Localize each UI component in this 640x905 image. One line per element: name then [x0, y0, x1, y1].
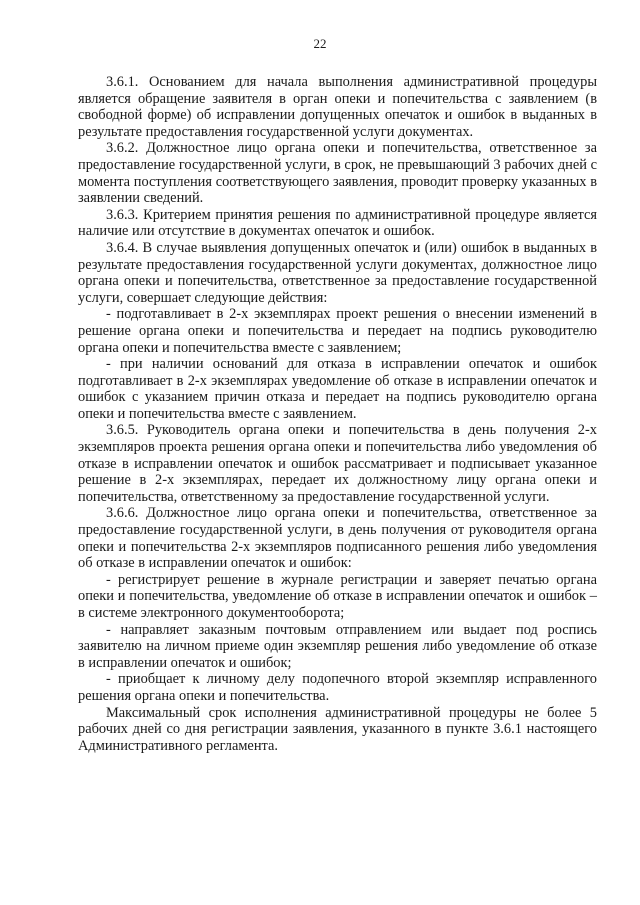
paragraph-3-6-2: 3.6.2. Должностное лицо органа опеки и попечительства, ответственное за предоставление государственной услуги, в срок, не превышающий 3 рабочих дней с момента поступления соответствующего заявления, проводит проверку указанных в заявлении сведений. — [78, 140, 597, 207]
paragraph-3-6-1: 3.6.1. Основанием для начала выполнения административной процедуры является обращение заявителя в орган опеки и попечительства с заявлением (в свободной форме) об исправлении допущенных опечаток и ошибок в выданных в результате предоставления государственной услуги документах. — [78, 74, 597, 140]
paragraph-3-6-4: 3.6.4. В случае выявления допущенных опечаток и (или) ошибок в выданных в результате предоставления государственной услуги документах, должностное лицо органа опеки и попечительства, ответственное за предоставление государственной услуги, совершает следующие действия: — [78, 239, 597, 306]
paragraph-3-6-3: 3.6.3. Критерием принятия решения по административной процедуре является наличие или отсутствие в документах опечаток и ошибок. — [78, 206, 597, 240]
paragraph-3-6-6: 3.6.6. Должностное лицо органа опеки и попечительства, ответственное за предоставление государственной услуги, в день получения от руководителя органа опеки и попечительства 2-х экземпляров подписанного решения либо уведомления об отказе в исправлении опечаток и ошибок: — [78, 505, 597, 572]
list-item: - при наличии оснований для отказа в исправлении опечаток и ошибок подготавливает в 2-х экземплярах уведомление об отказе в исправлении опечаток и ошибок с указанием причин отказа и передает на подпись руководителю органа опеки и попечительства вместе с заявлением. — [78, 356, 597, 422]
document-body — [78, 74, 597, 754]
list-item: - регистрирует решение в журнале регистрации и заверяет печатью органа опеки и попечительства, уведомление об отказе в исправлении опечаток и ошибок – в системе электронного документооборота; — [78, 571, 597, 621]
paragraph-max-term: Максимальный срок исполнения административной процедуры не более 5 рабочих дней со дня регистрации заявления, указанного в пункте 3.6.1 настоящего Административного регламента. — [78, 704, 597, 754]
page-number: 22 — [313, 36, 327, 51]
list-item: - подготавливает в 2-х экземплярах проект решения о внесении изменений в решение органа опеки и попечительства и передает на подпись руководителю органа опеки и попечительства вместе с заявлением; — [78, 306, 597, 356]
paragraph-3-6-5: 3.6.5. Руководитель органа опеки и попечительства в день получения 2-х экземпляров проекта решения органа опеки и попечительства либо уведомления об отказе в исправлении опечаток и ошибок рассматривает и подписывает указанное решение в 2-х экземплярах, передает их должностному лицу органа опеки и попечительства, ответственному за предоставление государственной услуги. — [78, 422, 597, 505]
list-item: - направляет заказным почтовым отправлением или выдает под роспись заявителю на личном приеме один экземпляр решения либо уведомление об отказе в исправлении опечаток и ошибок; — [78, 621, 597, 671]
list-item: - приобщает к личному делу подопечного второй экземпляр исправленного решения органа опеки и попечительства. — [78, 671, 597, 704]
